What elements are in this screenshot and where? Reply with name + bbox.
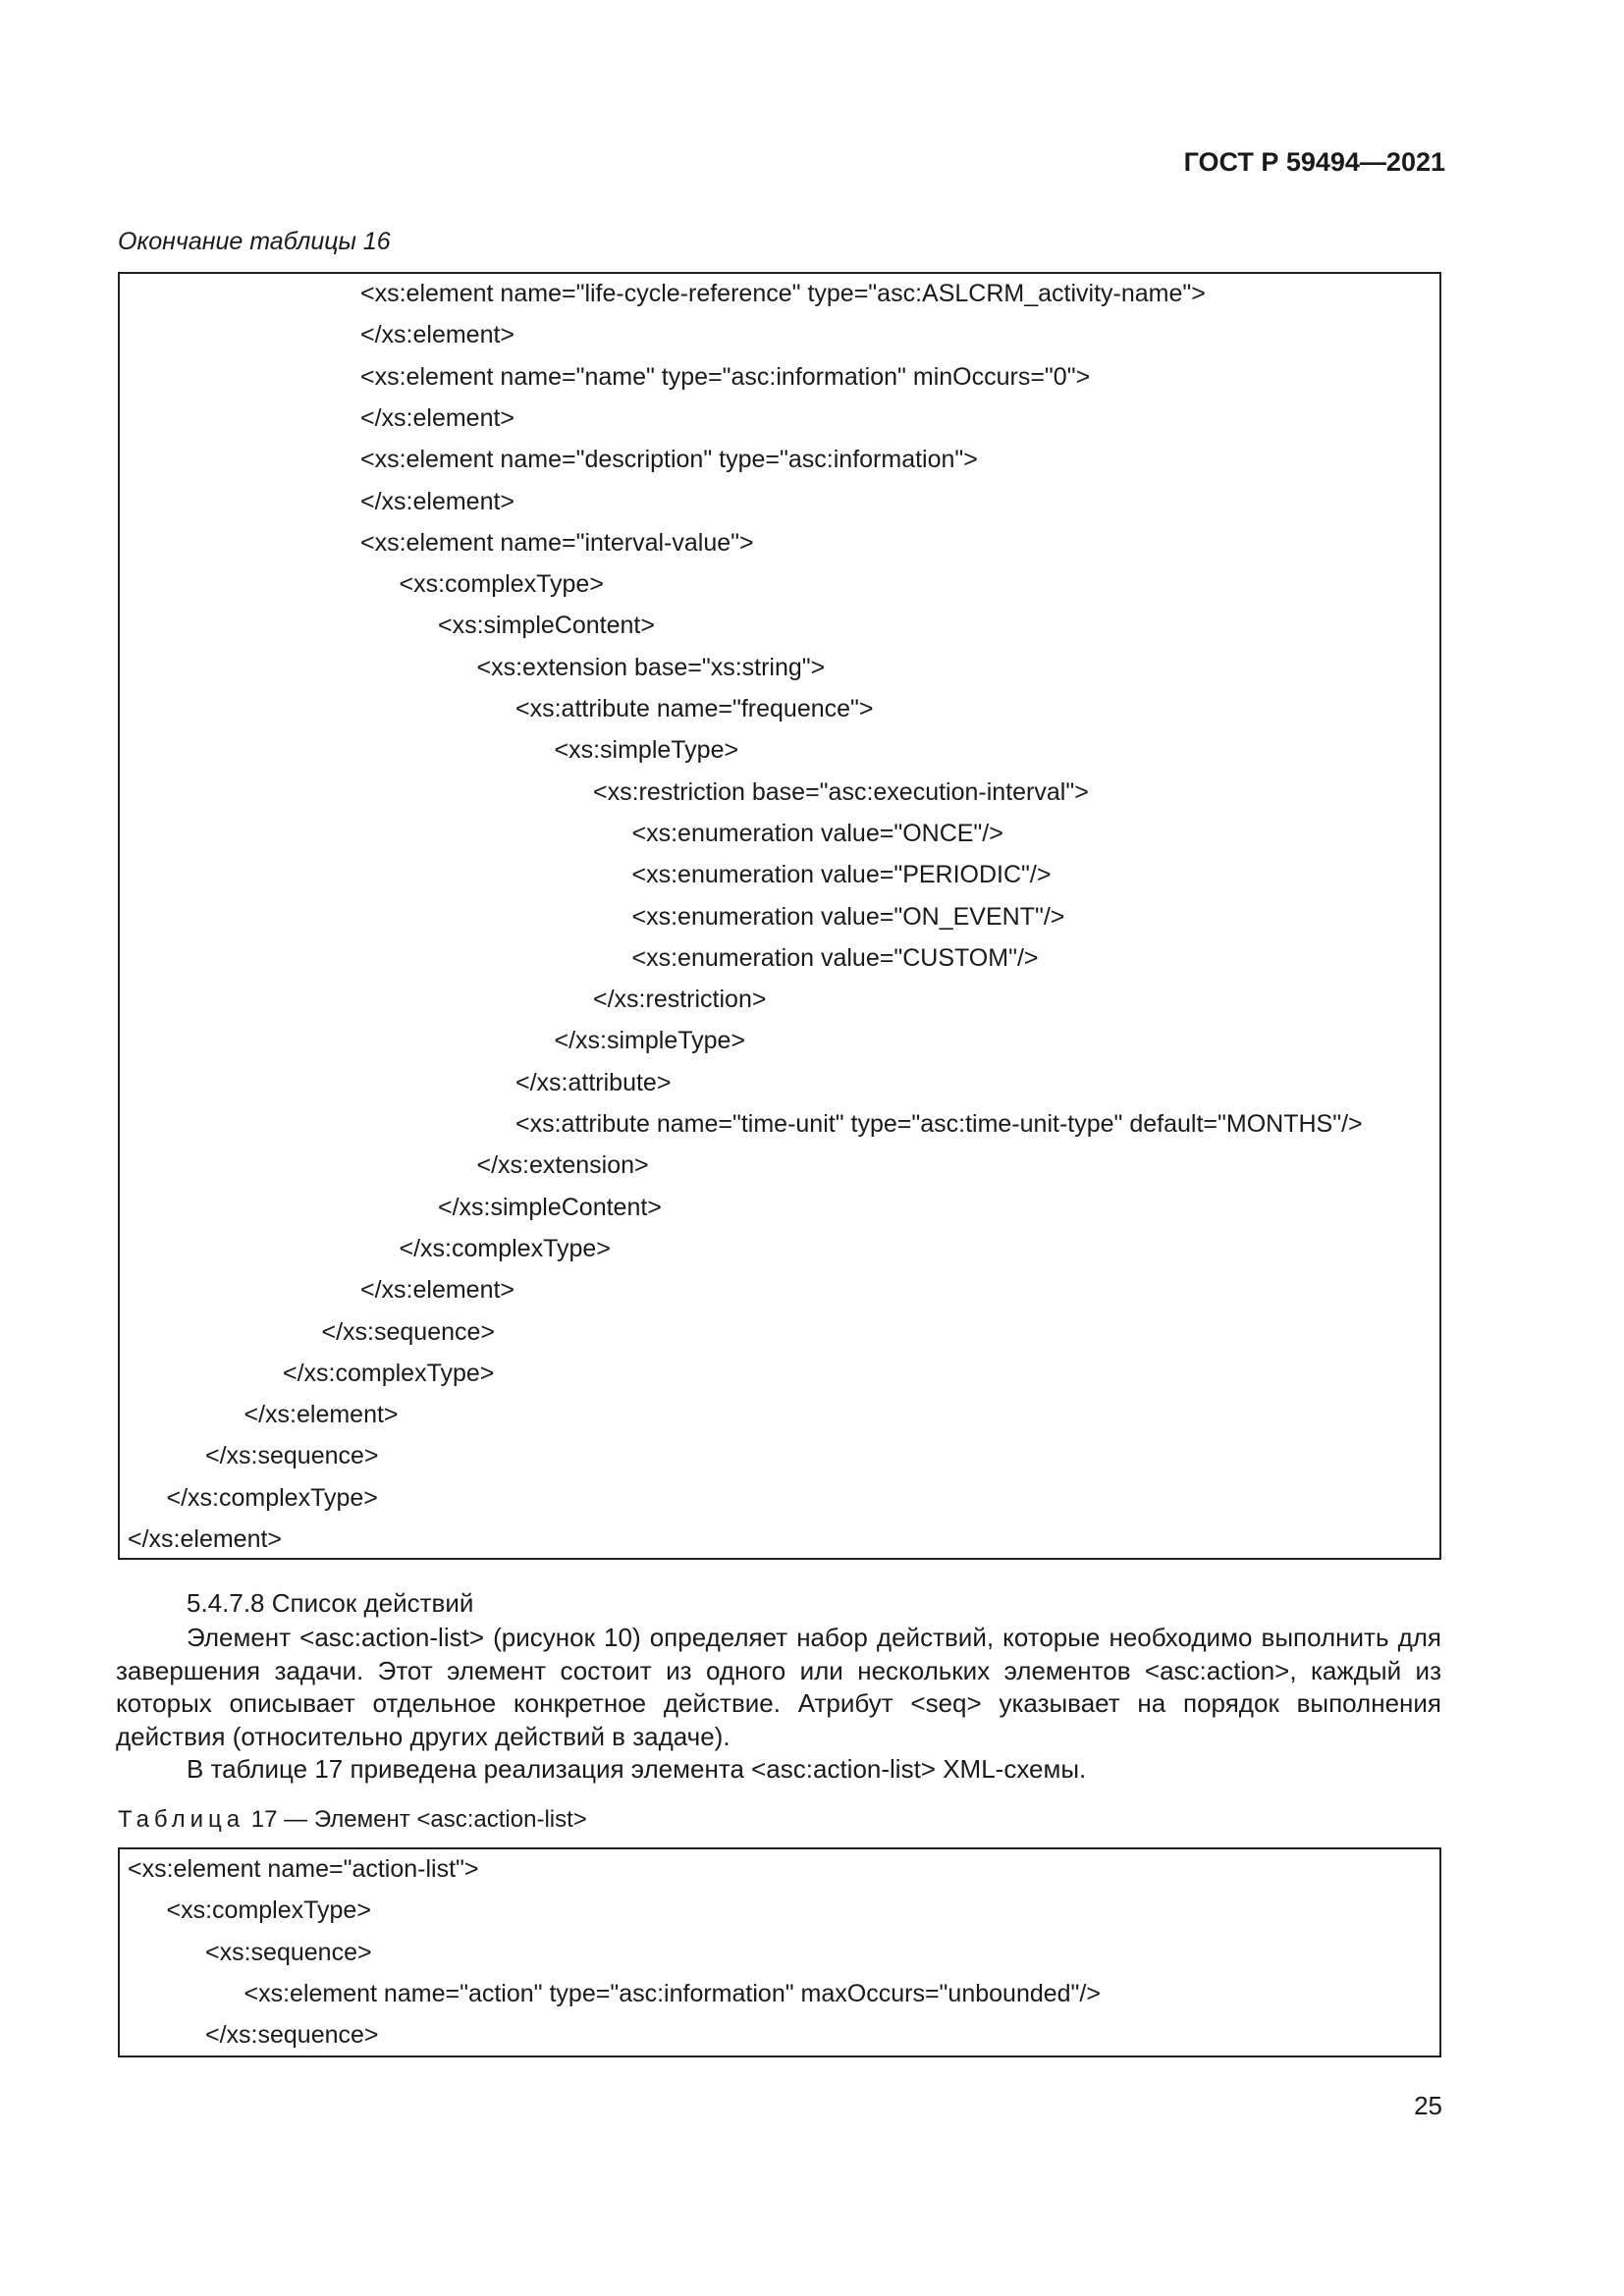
- code-line: <xs:extension base="xs:string">: [476, 653, 826, 681]
- code-line: <xs:enumeration value="ON_EVENT"/>: [631, 902, 1065, 931]
- section-heading: 5.4.7.8 Список действий: [187, 1588, 474, 1618]
- code-line: <xs:simpleType>: [554, 736, 739, 765]
- code-line: <xs:element name="name" type="asc:information" minOccurs="0">: [360, 362, 1091, 391]
- code-line: <xs:attribute name="frequence">: [515, 695, 874, 722]
- page-number: 25: [1414, 2091, 1442, 2120]
- code-line: <xs:complexType>: [166, 1896, 371, 1925]
- document-id: ГОСТ Р 59494—2021: [1183, 147, 1445, 177]
- code-line: <xs:enumeration value="CUSTOM"/>: [631, 943, 1039, 972]
- code-line: </xs:element>: [360, 487, 515, 515]
- code-line: <xs:element name="interval-value">: [360, 528, 754, 557]
- code-line: <xs:element name="action" type="asc:information" maxOccurs="unbounded"/>: [244, 1979, 1101, 2007]
- code-line: </xs:element>: [128, 1525, 283, 1553]
- code-line: <xs:element name="life-cycle-reference" type="asc:ASLCRM_activity-name">: [360, 280, 1206, 307]
- code-line: <xs:enumeration value="PERIODIC"/>: [631, 861, 1052, 889]
- code-line: </xs:restriction>: [593, 986, 767, 1014]
- code-line: </xs:element>: [360, 1276, 515, 1305]
- code-line: <xs:complexType>: [399, 570, 604, 599]
- table17-caption: [118, 1806, 587, 1834]
- code-line: <xs:restriction base="asc:execution-interval">: [593, 777, 1089, 806]
- code-line: </xs:complexType>: [166, 1483, 378, 1512]
- table17-code-box: [118, 1847, 1441, 2057]
- code-line: <xs:element name="action-list">: [128, 1855, 479, 1883]
- code-line: </xs:sequence>: [321, 1317, 496, 1346]
- code-line: <xs:simpleContent>: [438, 612, 655, 640]
- code-line: </xs:simpleContent>: [438, 1193, 662, 1221]
- table16-caption: Окончание таблицы 16: [118, 228, 391, 255]
- code-line: </xs:complexType>: [283, 1359, 495, 1387]
- code-line: </xs:sequence>: [205, 1442, 379, 1470]
- code-line: </xs:attribute>: [515, 1068, 672, 1096]
- code-line: </xs:extension>: [476, 1151, 649, 1180]
- code-line: </xs:element>: [360, 403, 515, 432]
- code-line: <xs:attribute name="time-unit" type="asc:time-unit-type" default="MONTHS"/>: [515, 1110, 1363, 1138]
- code-line: </xs:element>: [244, 1401, 399, 1429]
- table17-caption-word: Таблица: [118, 1806, 245, 1833]
- code-line: <xs:element name="description" type="asc:information">: [360, 446, 978, 474]
- code-line: </xs:complexType>: [399, 1234, 611, 1262]
- table16-code-box: [118, 272, 1441, 1560]
- table17-caption-rest: 17 — Элемент <asc:action-list>: [250, 1806, 587, 1833]
- code-line: </xs:element>: [360, 321, 515, 349]
- section-paragraph-2: В таблице 17 приведена реализация элемента <asc:action-list> XML-схемы.: [187, 1754, 1087, 1784]
- code-line: </xs:simpleType>: [554, 1027, 746, 1055]
- section-paragraph-1: Элемент <asc:action-list> (рисунок 10) определяет набор действий, которые необходимо выполнить для завершения задачи. Этот элемент состоит из одного или нескольких элементов <asc:action>, каждый из которых описывает отдельное конкретное действие. Атрибут <seq> указывает на порядок выполнения действия (относительно других действий в задаче).: [116, 1623, 1441, 1751]
- code-line: <xs:sequence>: [205, 1938, 372, 1966]
- code-line: <xs:enumeration value="ONCE"/>: [631, 819, 1003, 847]
- code-line: </xs:sequence>: [205, 2021, 379, 2050]
